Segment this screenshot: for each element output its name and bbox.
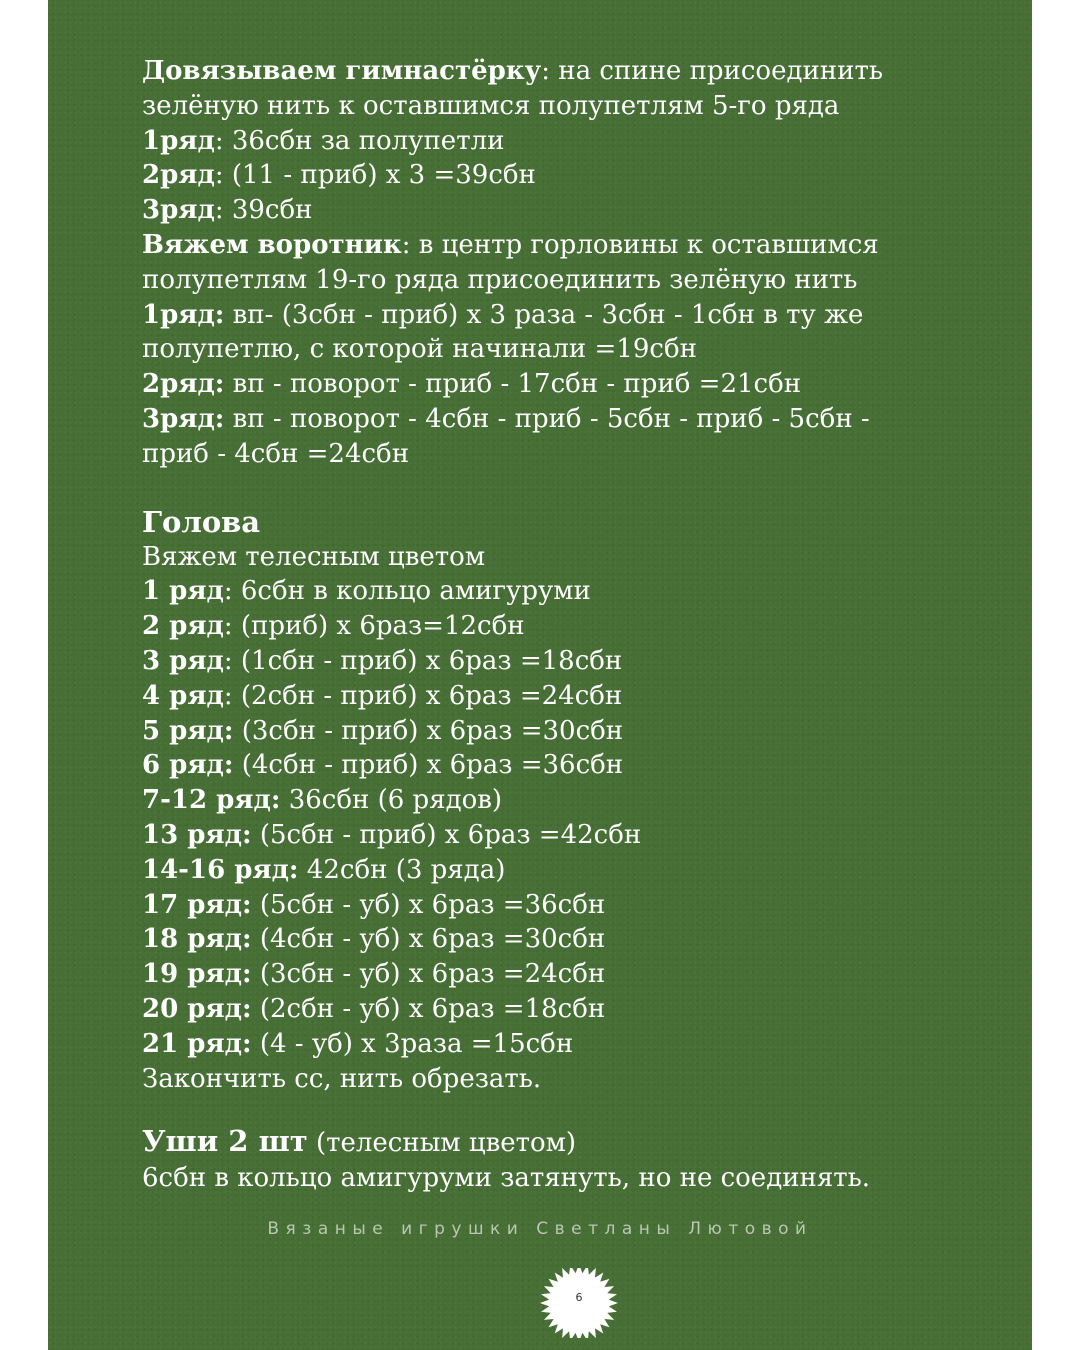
row-instruction: 3ряд: 39сбн xyxy=(142,195,313,226)
row-instruction: 19 ряд: (3сбн - уб) х 6раз =24сбн xyxy=(142,959,606,990)
row-instruction: 4 ряд: (2сбн - приб) х 6раз =24сбн xyxy=(142,680,623,711)
page-number-badge xyxy=(539,1268,619,1338)
text-line: 6сбн в кольцо амигуруми затянуть, но не соединять. xyxy=(142,1163,871,1194)
text-line: полупетлям 19-го ряда присоединить зелёную нить xyxy=(142,264,858,295)
row-instruction: 1 ряд: 6сбн в кольцо амигуруми xyxy=(142,576,591,607)
row-instruction: 2ряд: вп - поворот - приб - 17сбн - приб =21сбн xyxy=(142,369,802,400)
row-instruction: 13 ряд: (5сбн - приб) х 6раз =42сбн xyxy=(142,819,642,850)
text-line: приб - 4сбн =24сбн xyxy=(142,438,410,469)
text-line: зелёную нить к оставшимся полупетлям 5-го ряда xyxy=(142,90,840,121)
text-line: Вяжем телесным цветом xyxy=(142,541,486,572)
row-instruction: 1ряд: вп- (3сбн - приб) х 3 раза - 3сбн - 1сбн в ту же xyxy=(142,299,864,330)
row-instruction: 5 ряд: (3сбн - приб) х 6раз =30сбн xyxy=(142,715,624,746)
section-heading: Голова xyxy=(142,504,261,539)
text-line: Закончить сс, нить обрезать. xyxy=(142,1063,542,1094)
row-instruction: 21 ряд: (4 - уб) х 3раза =15сбн xyxy=(142,1028,574,1059)
text-line: полупетлю, с которой начинали =19сбн xyxy=(142,334,697,365)
block-head xyxy=(142,504,922,1097)
row-instruction: 3ряд: вп - поворот - 4сбн - приб - 5сбн - приб - 5сбн - xyxy=(142,403,870,434)
row-instruction: 18 ряд: (4сбн - уб) х 6раз =30сбн xyxy=(142,924,606,955)
row-instruction: 20 ряд: (2сбн - уб) х 6раз =18сбн xyxy=(142,993,606,1024)
block-ears xyxy=(142,1124,922,1196)
spacer xyxy=(142,472,922,504)
footer-credit: Вязаные игрушки Светланы Лютовой xyxy=(267,1219,813,1239)
section-heading: Уши 2 шт (телесным цветом) xyxy=(142,1124,577,1159)
text-line: Довязываем гимнастёрку: на спине присоединить xyxy=(142,56,884,86)
block-tunic-collar xyxy=(142,54,922,472)
row-instruction: 6 ряд: (4сбн - приб) х 6раз =36сбн xyxy=(142,750,624,781)
text-line: Вяжем воротник: в центр горловины к оставшимся xyxy=(142,229,879,260)
pattern-text xyxy=(142,54,922,1196)
row-instruction: 3 ряд: (1сбн - приб) х 6раз =18сбн xyxy=(142,645,623,676)
row-instruction: 17 ряд: (5сбн - уб) х 6раз =36сбн xyxy=(142,889,606,920)
row-instruction: 7-12 ряд: 36сбн (6 рядов) xyxy=(142,785,503,816)
spacer xyxy=(142,1096,922,1124)
row-instruction: 1ряд: 36сбн за полупетли xyxy=(142,125,505,156)
page-number: 6 xyxy=(575,1291,583,1304)
row-instruction: 2ряд: (11 - приб) х 3 =39сбн xyxy=(142,160,536,191)
row-instruction: 2 ряд: (приб) х 6раз=12сбн xyxy=(142,611,525,642)
row-instruction: 14-16 ряд: 42сбн (3 ряда) xyxy=(142,854,506,885)
